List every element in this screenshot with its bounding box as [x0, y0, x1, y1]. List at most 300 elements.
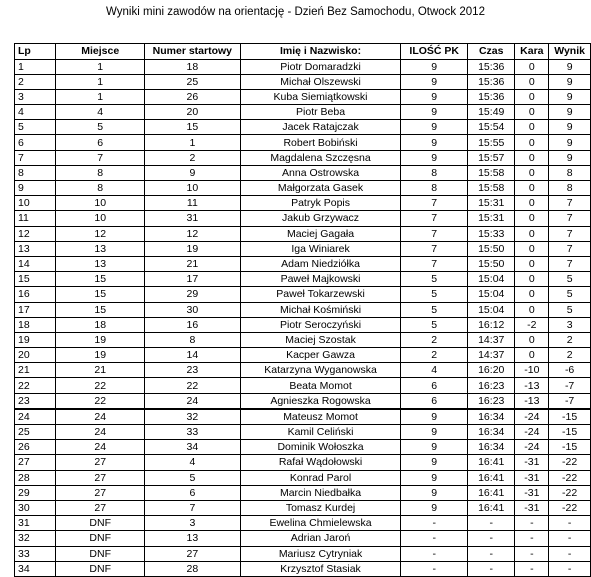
cell-wynik: 9 [549, 89, 591, 104]
cell-imie: Marcin Niedbałka [240, 485, 401, 500]
cell-wynik: -7 [549, 378, 591, 393]
cell-wynik: 2 [549, 332, 591, 347]
cell-numer: 4 [145, 455, 241, 470]
cell-numer: 3 [145, 516, 241, 531]
cell-imie: Małgorzata Gasek [240, 181, 401, 196]
cell-kara: - [515, 516, 549, 531]
table-row [15, 287, 591, 302]
cell-lp: 2 [15, 74, 56, 89]
cell-czas: 14:37 [468, 348, 515, 363]
cell-kara: -13 [515, 378, 549, 393]
cell-miejsce: 24 [56, 440, 145, 455]
cell-lp: 14 [15, 256, 56, 271]
page-title: Wyniki mini zawodów na orientację - Dzień Bez Samochodu, Otwock 2012 [106, 6, 485, 18]
table-row [15, 425, 591, 440]
table-row [15, 531, 591, 546]
cell-miejsce: 27 [56, 485, 145, 500]
table-row [15, 348, 591, 363]
table-row [15, 302, 591, 317]
cell-pk: 9 [401, 455, 468, 470]
cell-czas: 16:20 [468, 363, 515, 378]
table-row [15, 165, 591, 180]
table-row [15, 516, 591, 531]
cell-kara: 0 [515, 150, 549, 165]
cell-kara: 0 [515, 196, 549, 211]
cell-pk: - [401, 531, 468, 546]
cell-kara: - [515, 546, 549, 561]
cell-kara: 0 [515, 74, 549, 89]
cell-pk: 7 [401, 256, 468, 271]
cell-pk: 8 [401, 165, 468, 180]
table-row [15, 181, 591, 196]
cell-imie: Michał Kośmiński [240, 302, 401, 317]
cell-wynik: -15 [549, 425, 591, 440]
cell-miejsce: 8 [56, 181, 145, 196]
cell-wynik: 7 [549, 256, 591, 271]
cell-kara: 0 [515, 241, 549, 256]
cell-miejsce: DNF [56, 546, 145, 561]
cell-imie: Patryk Popis [240, 196, 401, 211]
cell-miejsce: DNF [56, 516, 145, 531]
cell-miejsce: 10 [56, 211, 145, 226]
cell-czas: 15:36 [468, 59, 515, 74]
cell-miejsce: 19 [56, 348, 145, 363]
cell-kara: -2 [515, 317, 549, 332]
cell-lp: 22 [15, 378, 56, 393]
cell-imie: Magdalena Szczęsna [240, 150, 401, 165]
cell-imie: Jacek Ratajczak [240, 120, 401, 135]
cell-imie: Paweł Majkowski [240, 272, 401, 287]
table-row [15, 317, 591, 332]
cell-wynik: 7 [549, 196, 591, 211]
cell-czas: 15:50 [468, 241, 515, 256]
cell-imie: Katarzyna Wyganowska [240, 363, 401, 378]
cell-kara: 0 [515, 226, 549, 241]
cell-kara: 0 [515, 302, 549, 317]
cell-miejsce: 1 [56, 89, 145, 104]
cell-wynik: 9 [549, 74, 591, 89]
cell-numer: 22 [145, 378, 241, 393]
column-header-imie: Imię i Nazwisko: [240, 44, 401, 60]
table-row [15, 150, 591, 165]
cell-imie: Jakub Grzywacz [240, 211, 401, 226]
table-row [15, 455, 591, 470]
cell-numer: 31 [145, 211, 241, 226]
cell-numer: 26 [145, 89, 241, 104]
cell-kara: 0 [515, 105, 549, 120]
cell-numer: 18 [145, 59, 241, 74]
table-row [15, 470, 591, 485]
table-row [15, 74, 591, 89]
cell-pk: - [401, 516, 468, 531]
cell-kara: 0 [515, 165, 549, 180]
cell-miejsce: 7 [56, 150, 145, 165]
column-header-pk: ILOŚĆ PK [401, 44, 468, 60]
table-row [15, 363, 591, 378]
cell-imie: Konrad Parol [240, 470, 401, 485]
cell-lp: 5 [15, 120, 56, 135]
cell-pk: - [401, 561, 468, 576]
cell-lp: 23 [15, 393, 56, 409]
cell-kara: -10 [515, 363, 549, 378]
table-body [15, 59, 591, 576]
cell-miejsce: 15 [56, 287, 145, 302]
table-row [15, 226, 591, 241]
cell-imie: Beata Momot [240, 378, 401, 393]
cell-wynik: 9 [549, 59, 591, 74]
cell-miejsce: 6 [56, 135, 145, 150]
cell-numer: 14 [145, 348, 241, 363]
cell-imie: Anna Ostrowska [240, 165, 401, 180]
cell-miejsce: 15 [56, 272, 145, 287]
cell-czas: - [468, 546, 515, 561]
cell-lp: 20 [15, 348, 56, 363]
cell-miejsce: DNF [56, 531, 145, 546]
cell-imie: Robert Bobiński [240, 135, 401, 150]
cell-czas: - [468, 561, 515, 576]
cell-czas: 15:58 [468, 181, 515, 196]
cell-numer: 19 [145, 241, 241, 256]
cell-wynik: 9 [549, 150, 591, 165]
cell-czas: 16:12 [468, 317, 515, 332]
cell-lp: 17 [15, 302, 56, 317]
cell-numer: 12 [145, 226, 241, 241]
cell-czas: 16:23 [468, 378, 515, 393]
cell-czas: 15:54 [468, 120, 515, 135]
cell-czas: 16:41 [468, 485, 515, 500]
cell-numer: 1 [145, 135, 241, 150]
cell-miejsce: DNF [56, 561, 145, 576]
cell-kara: 0 [515, 181, 549, 196]
cell-miejsce: 21 [56, 363, 145, 378]
cell-wynik: 5 [549, 302, 591, 317]
cell-kara: -24 [515, 440, 549, 455]
cell-kara: 0 [515, 272, 549, 287]
cell-wynik: - [549, 561, 591, 576]
cell-wynik: - [549, 546, 591, 561]
cell-wynik: 9 [549, 105, 591, 120]
cell-czas: 14:37 [468, 332, 515, 347]
cell-miejsce: 24 [56, 425, 145, 440]
cell-imie: Piotr Beba [240, 105, 401, 120]
cell-lp: 13 [15, 241, 56, 256]
cell-kara: 0 [515, 287, 549, 302]
cell-imie: Krzysztof Stasiak [240, 561, 401, 576]
cell-lp: 19 [15, 332, 56, 347]
cell-wynik: 2 [549, 348, 591, 363]
cell-czas: 15:04 [468, 287, 515, 302]
cell-numer: 25 [145, 74, 241, 89]
cell-kara: -24 [515, 409, 549, 425]
cell-imie: Dominik Wołoszka [240, 440, 401, 455]
cell-pk: 5 [401, 302, 468, 317]
cell-pk: 7 [401, 241, 468, 256]
cell-lp: 18 [15, 317, 56, 332]
cell-imie: Adam Niedziółka [240, 256, 401, 271]
cell-numer: 6 [145, 485, 241, 500]
cell-kara: 0 [515, 135, 549, 150]
cell-czas: 16:23 [468, 393, 515, 409]
cell-wynik: -22 [549, 485, 591, 500]
cell-wynik: 7 [549, 211, 591, 226]
cell-numer: 15 [145, 120, 241, 135]
cell-imie: Ewelina Chmielewska [240, 516, 401, 531]
cell-czas: 15:31 [468, 196, 515, 211]
cell-numer: 5 [145, 470, 241, 485]
cell-numer: 21 [145, 256, 241, 271]
cell-numer: 32 [145, 409, 241, 425]
cell-lp: 16 [15, 287, 56, 302]
cell-imie: Maciej Szostak [240, 332, 401, 347]
cell-pk: 9 [401, 150, 468, 165]
cell-miejsce: 22 [56, 393, 145, 409]
cell-czas: 15:31 [468, 211, 515, 226]
cell-czas: 15:04 [468, 302, 515, 317]
cell-wynik: -15 [549, 409, 591, 425]
results-table [14, 43, 591, 577]
cell-pk: 7 [401, 196, 468, 211]
cell-kara: 0 [515, 256, 549, 271]
cell-miejsce: 4 [56, 105, 145, 120]
cell-czas: 15:55 [468, 135, 515, 150]
cell-pk: 9 [401, 120, 468, 135]
cell-lp: 10 [15, 196, 56, 211]
cell-wynik: -22 [549, 455, 591, 470]
cell-imie: Kamil Celiński [240, 425, 401, 440]
table-header-row [15, 44, 591, 60]
cell-pk: 6 [401, 378, 468, 393]
cell-lp: 30 [15, 500, 56, 515]
cell-pk: 4 [401, 363, 468, 378]
cell-lp: 4 [15, 105, 56, 120]
cell-wynik: -7 [549, 393, 591, 409]
cell-wynik: -15 [549, 440, 591, 455]
cell-kara: -13 [515, 393, 549, 409]
cell-lp: 25 [15, 425, 56, 440]
cell-wynik: 5 [549, 287, 591, 302]
cell-pk: 7 [401, 226, 468, 241]
cell-pk: 5 [401, 287, 468, 302]
cell-imie: Agnieszka Rogowska [240, 393, 401, 409]
cell-czas: 16:34 [468, 409, 515, 425]
cell-pk: 9 [401, 425, 468, 440]
cell-numer: 23 [145, 363, 241, 378]
cell-miejsce: 15 [56, 302, 145, 317]
cell-lp: 31 [15, 516, 56, 531]
cell-wynik: - [549, 531, 591, 546]
table-row [15, 272, 591, 287]
column-header-kara: Kara [515, 44, 549, 60]
cell-pk: 5 [401, 317, 468, 332]
cell-miejsce: 1 [56, 74, 145, 89]
cell-imie: Piotr Seroczyński [240, 317, 401, 332]
cell-miejsce: 18 [56, 317, 145, 332]
cell-kara: 0 [515, 89, 549, 104]
cell-czas: 15:49 [468, 105, 515, 120]
cell-imie: Kacper Gawza [240, 348, 401, 363]
cell-wynik: -22 [549, 470, 591, 485]
cell-pk: 7 [401, 211, 468, 226]
cell-miejsce: 12 [56, 226, 145, 241]
cell-lp: 29 [15, 485, 56, 500]
cell-pk: 9 [401, 409, 468, 425]
cell-wynik: - [549, 516, 591, 531]
table-row [15, 332, 591, 347]
cell-lp: 28 [15, 470, 56, 485]
cell-lp: 9 [15, 181, 56, 196]
cell-numer: 17 [145, 272, 241, 287]
cell-lp: 27 [15, 455, 56, 470]
cell-pk: 9 [401, 500, 468, 515]
cell-miejsce: 22 [56, 378, 145, 393]
cell-numer: 28 [145, 561, 241, 576]
column-header-miejsce: Miejsce [56, 44, 145, 60]
table-row [15, 561, 591, 576]
cell-imie: Piotr Domaradzki [240, 59, 401, 74]
table-row [15, 89, 591, 104]
cell-miejsce: 27 [56, 470, 145, 485]
cell-czas: 15:36 [468, 74, 515, 89]
cell-imie: Michał Olszewski [240, 74, 401, 89]
cell-lp: 12 [15, 226, 56, 241]
cell-pk: 8 [401, 181, 468, 196]
cell-lp: 7 [15, 150, 56, 165]
cell-wynik: -22 [549, 500, 591, 515]
cell-wynik: 9 [549, 120, 591, 135]
table-row [15, 440, 591, 455]
cell-numer: 29 [145, 287, 241, 302]
cell-numer: 13 [145, 531, 241, 546]
cell-numer: 20 [145, 105, 241, 120]
cell-lp: 1 [15, 59, 56, 74]
cell-wynik: 3 [549, 317, 591, 332]
cell-pk: 9 [401, 74, 468, 89]
cell-miejsce: 24 [56, 409, 145, 425]
cell-miejsce: 10 [56, 196, 145, 211]
cell-kara: -31 [515, 485, 549, 500]
cell-wynik: 7 [549, 241, 591, 256]
cell-miejsce: 19 [56, 332, 145, 347]
cell-numer: 9 [145, 165, 241, 180]
cell-kara: - [515, 531, 549, 546]
cell-pk: 6 [401, 393, 468, 409]
cell-pk: 9 [401, 135, 468, 150]
cell-lp: 34 [15, 561, 56, 576]
cell-kara: 0 [515, 59, 549, 74]
cell-wynik: -6 [549, 363, 591, 378]
cell-miejsce: 27 [56, 455, 145, 470]
cell-numer: 16 [145, 317, 241, 332]
cell-numer: 33 [145, 425, 241, 440]
cell-pk: 9 [401, 470, 468, 485]
cell-kara: -31 [515, 455, 549, 470]
table-row [15, 393, 591, 409]
cell-imie: Rafał Wądołowski [240, 455, 401, 470]
cell-numer: 2 [145, 150, 241, 165]
cell-pk: 2 [401, 332, 468, 347]
cell-czas: 15:57 [468, 150, 515, 165]
column-header-numer: Numer startowy [145, 44, 241, 60]
cell-imie: Mariusz Cytryniak [240, 546, 401, 561]
cell-imie: Maciej Gagała [240, 226, 401, 241]
cell-lp: 11 [15, 211, 56, 226]
cell-pk: 9 [401, 89, 468, 104]
cell-wynik: 8 [549, 165, 591, 180]
table-row [15, 241, 591, 256]
table-row [15, 409, 591, 425]
table-row [15, 59, 591, 74]
cell-kara: - [515, 561, 549, 576]
table-row [15, 500, 591, 515]
cell-pk: 5 [401, 272, 468, 287]
cell-miejsce: 5 [56, 120, 145, 135]
cell-wynik: 9 [549, 135, 591, 150]
cell-imie: Mateusz Momot [240, 409, 401, 425]
table-row [15, 546, 591, 561]
cell-imie: Tomasz Kurdej [240, 500, 401, 515]
table-row [15, 485, 591, 500]
cell-numer: 27 [145, 546, 241, 561]
column-header-wynik: Wynik [549, 44, 591, 60]
column-header-czas: Czas [468, 44, 515, 60]
cell-kara: 0 [515, 332, 549, 347]
cell-czas: 16:41 [468, 455, 515, 470]
cell-miejsce: 8 [56, 165, 145, 180]
cell-czas: - [468, 531, 515, 546]
cell-lp: 26 [15, 440, 56, 455]
cell-lp: 33 [15, 546, 56, 561]
cell-wynik: 5 [549, 272, 591, 287]
cell-lp: 21 [15, 363, 56, 378]
cell-pk: 9 [401, 105, 468, 120]
cell-kara: -24 [515, 425, 549, 440]
cell-wynik: 7 [549, 226, 591, 241]
cell-numer: 34 [145, 440, 241, 455]
cell-miejsce: 13 [56, 241, 145, 256]
cell-czas: 15:33 [468, 226, 515, 241]
cell-czas: 16:41 [468, 500, 515, 515]
cell-pk: 2 [401, 348, 468, 363]
cell-pk: - [401, 546, 468, 561]
cell-numer: 11 [145, 196, 241, 211]
cell-pk: 9 [401, 440, 468, 455]
cell-kara: -31 [515, 500, 549, 515]
cell-lp: 8 [15, 165, 56, 180]
cell-kara: 0 [515, 348, 549, 363]
table-row [15, 105, 591, 120]
cell-lp: 15 [15, 272, 56, 287]
cell-numer: 8 [145, 332, 241, 347]
cell-kara: -31 [515, 470, 549, 485]
cell-numer: 30 [145, 302, 241, 317]
table-row [15, 135, 591, 150]
cell-numer: 24 [145, 393, 241, 409]
table-row [15, 211, 591, 226]
cell-numer: 7 [145, 500, 241, 515]
cell-czas: 16:41 [468, 470, 515, 485]
cell-imie: Kuba Siemiątkowski [240, 89, 401, 104]
cell-czas: 15:50 [468, 256, 515, 271]
cell-czas: - [468, 516, 515, 531]
table-row [15, 256, 591, 271]
cell-miejsce: 13 [56, 256, 145, 271]
cell-imie: Adrian Jaroń [240, 531, 401, 546]
cell-czas: 16:34 [468, 425, 515, 440]
cell-numer: 10 [145, 181, 241, 196]
cell-miejsce: 27 [56, 500, 145, 515]
cell-czas: 15:04 [468, 272, 515, 287]
cell-kara: 0 [515, 120, 549, 135]
